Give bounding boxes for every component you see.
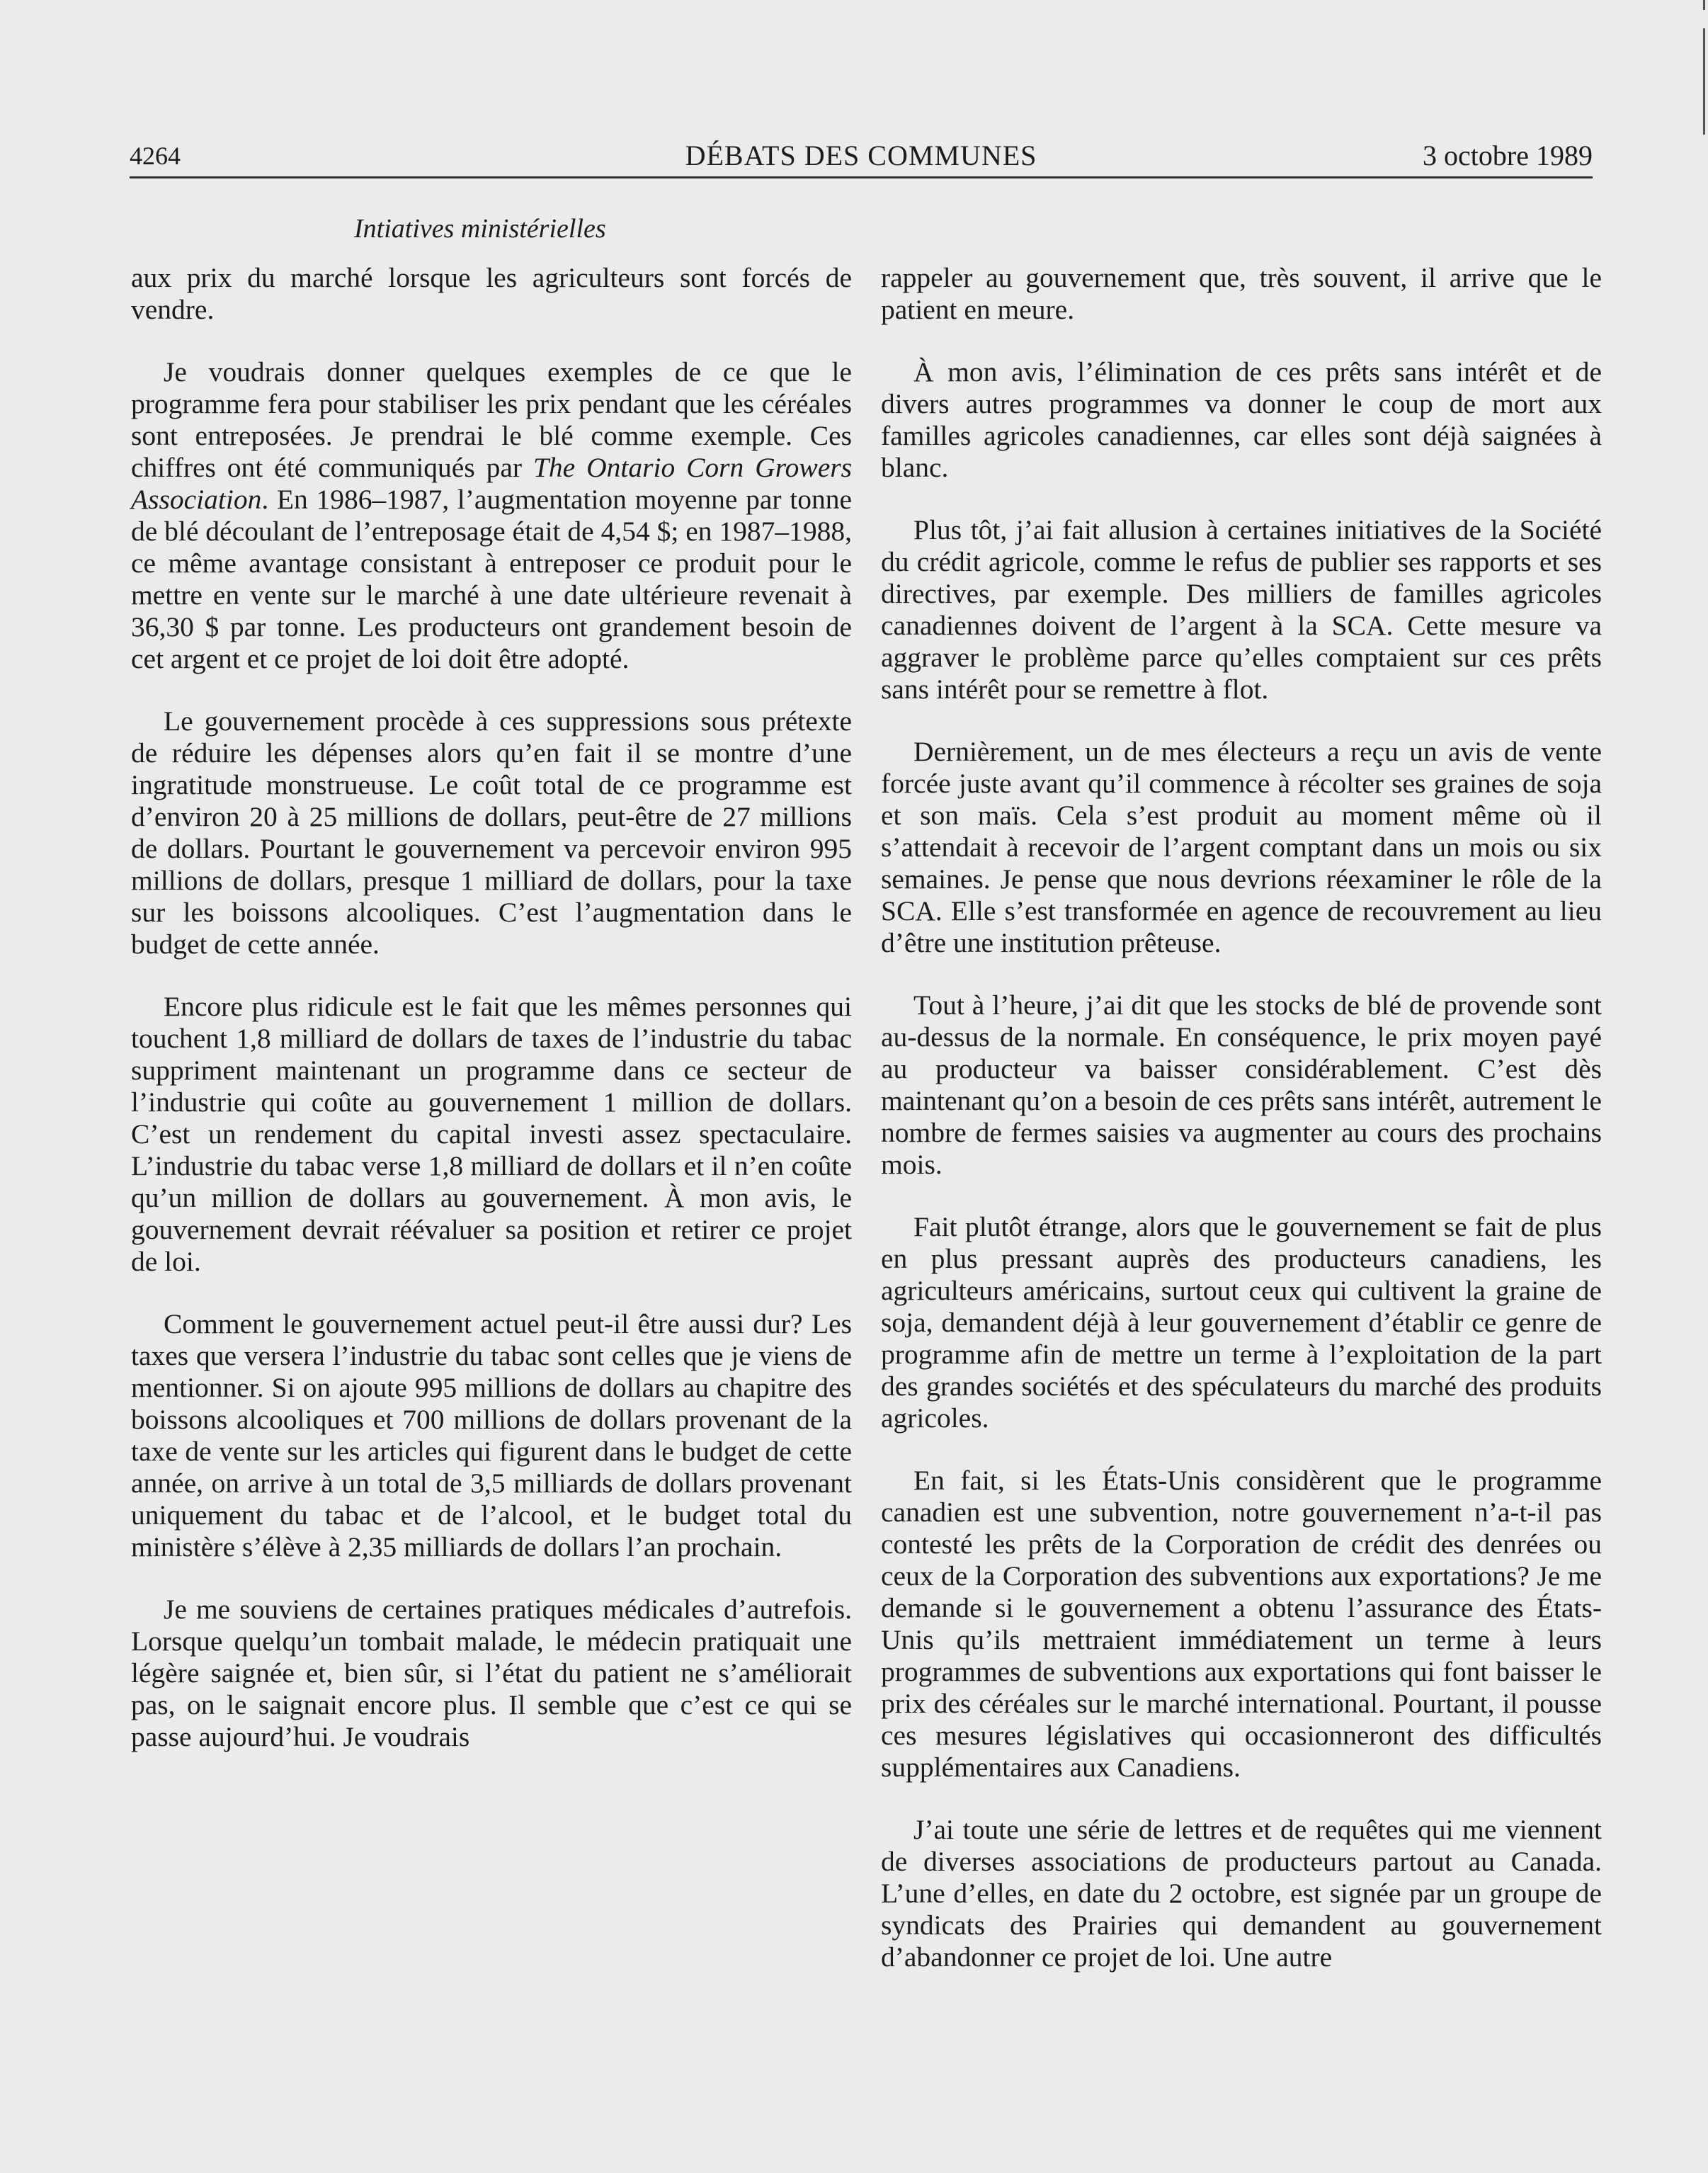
paragraph-text: . En 1986–1987, l’augmentation moyenne par tonne de blé découlant de l’entreposage était de 4,54 $; en 1987–1988, ce même avantage consistant à entreposer ce produit pour le mettre en vente sur le marché à une date ultérieure revenait à 36,30 $ par tonne. Les producteurs ont grandement besoin de cet argent et ce projet de loi doit être adopté.	[131, 484, 852, 674]
issue-date: 3 octobre 1989	[1423, 140, 1593, 171]
header-rule	[130, 176, 1593, 178]
paragraph: Je me souviens de certaines pratiques médicales d’autrefois. Lorsque quelqu’un tombait malade, le médecin pratiquait une légère saignée et, bien sûr, si l’état du patient ne s’améliorait pas, on le saignait encore plus. Il semble que c’est ce qui se passe aujourd’hui. Je voudrais	[131, 1594, 852, 1752]
running-header	[130, 136, 1593, 178]
paragraph: rappeler au gouvernement que, très souvent, il arrive que le patient en meure.	[881, 262, 1602, 325]
paragraph: Fait plutôt étrange, alors que le gouvernement se fait de plus en plus pressant auprès des producteurs canadiens, les agriculteurs américains, surtout ceux qui cultivent la graine de soja, demandent déjà à leur gouvernement d’établir ce genre de programme afin de mettre un terme à l’exploitation de la part des grandes sociétés et des spéculateurs du marché des produits agricoles.	[881, 1211, 1602, 1434]
page-number: 4264	[130, 142, 181, 170]
paragraph: J’ai toute une série de lettres et de requêtes qui me viennent de diverses associations de producteurs partout au Canada. L’une d’elles, en date du 2 octobre, est signée par un groupe de syndicats des Prairies qui demandent au gouvernement d’abandonner ce projet de loi. Une autre	[881, 1814, 1602, 1973]
publication-title: DÉBATS DES COMMUNES	[685, 140, 1037, 171]
paragraph: Dernièrement, un de mes électeurs a reçu un avis de vente forcée juste avant qu’il commence à récolter ses graines de soja et son maïs. Cela s’est produit au moment même où il s’attendait à recevoir de l’argent comptant dans un mois ou six semaines. Je pense que nous devrions réexaminer le rôle de la SCA. Elle s’est transformée en agence de recouvrement au lieu d’être une institution prêteuse.	[881, 736, 1602, 958]
left-column	[131, 262, 852, 1753]
paragraph-text: Je voudrais donner quelques exemples de ce que le programme fera pour stabiliser les prix pendant que les céréales sont entreposées. Je prendrai le blé comme exemple. Ces chiffres ont été communiqués par	[131, 356, 852, 483]
paragraph: aux prix du marché lorsque les agriculteurs sont forcés de vendre.	[131, 262, 852, 325]
paragraph: Tout à l’heure, j’ai dit que les stocks de blé de provende sont au-dessus de la normale. En conséquence, le prix moyen payé au producteur va baisser considérablement. C’est dès maintenant qu’on a besoin de ces prêts sans intérêt, autrement le nombre de fermes saisies va augmenter au cours des prochains mois.	[881, 989, 1602, 1180]
section-title: Intiatives ministérielles	[354, 214, 606, 244]
paragraph: En fait, si les États-Unis considèrent que le programme canadien est une subvention, notre gouvernement n’a-t-il pas contesté les prêts de la Corporation de crédit des denrées ou ceux de la Corporation des subventions aux exportations? Je me demande si le gouvernement a obtenu l’assurance des États-Unis qu’ils mettraient immédiatement un terme à leurs programmes de subventions aux exportations qui font baisser le prix des céréales sur le marché international. Pourtant, il pousse ces mesures législatives qui occasionneront des difficultés supplémentaires aux Canadiens.	[881, 1465, 1602, 1783]
right-column	[881, 262, 1602, 1973]
paragraph: Plus tôt, j’ai fait allusion à certaines initiatives de la Société du crédit agricole, comme le refus de publier ses rapports et ses directives, par exemple. Des milliers de familles agricoles canadiennes doivent de l’argent à la SCA. Cette mesure va aggraver le problème parce qu’elles comptaient sur ces prêts sans intérêt pour se remettre à flot.	[881, 514, 1602, 705]
paragraph: Le gouvernement procède à ces suppressions sous prétexte de réduire les dépenses alors qu’en fait il se montre d’une ingratitude monstrueuse. Le coût total de ce programme est d’environ 20 à 25 millions de dollars, peut-être de 27 millions de dollars. Pourtant le gouvernement va percevoir environ 995 millions de dollars, presque 1 milliard de dollars, pour la taxe sur les boissons alcooliques. C’est l’augmentation dans le budget de cette année.	[131, 705, 852, 960]
scan-edge-mark	[1703, 0, 1705, 10]
paragraph	[131, 356, 852, 675]
paragraph: Comment le gouvernement actuel peut-il être aussi dur? Les taxes que versera l’industrie du tabac sont celles que je viens de mentionner. Si on ajoute 995 millions de dollars au chapitre des boissons alcooliques et 700 millions de dollars provenant de la taxe de vente sur les articles qui figurent dans le budget de cette année, on arrive à un total de 3,5 milliards de dollars provenant uniquement du tabac et de l’alcool, et le budget total du ministère s’élève à 2,35 milliards de dollars l’an prochain.	[131, 1308, 852, 1562]
paragraph: À mon avis, l’élimination de ces prêts sans intérêt et de divers autres programmes va donner le coup de mort aux familles agricoles canadiennes, car elles sont déjà saignées à blanc.	[881, 356, 1602, 483]
scan-edge-mark	[1703, 28, 1705, 135]
paragraph: Encore plus ridicule est le fait que les mêmes personnes qui touchent 1,8 milliard de dollars de taxes de l’industrie du tabac suppriment maintenant un programme dans ce secteur de l’industrie qui coûte au gouvernement 1 million de dollars. C’est un rendement du capital investi assez spectaculaire. L’industrie du tabac verse 1,8 milliard de dollars et il n’en coûte qu’un million de dollars au gouvernement. À mon avis, le gouvernement devrait réévaluer sa position et retirer ce projet de loi.	[131, 991, 852, 1277]
organization-name: The Ontario Corn Growers Association	[131, 452, 853, 515]
